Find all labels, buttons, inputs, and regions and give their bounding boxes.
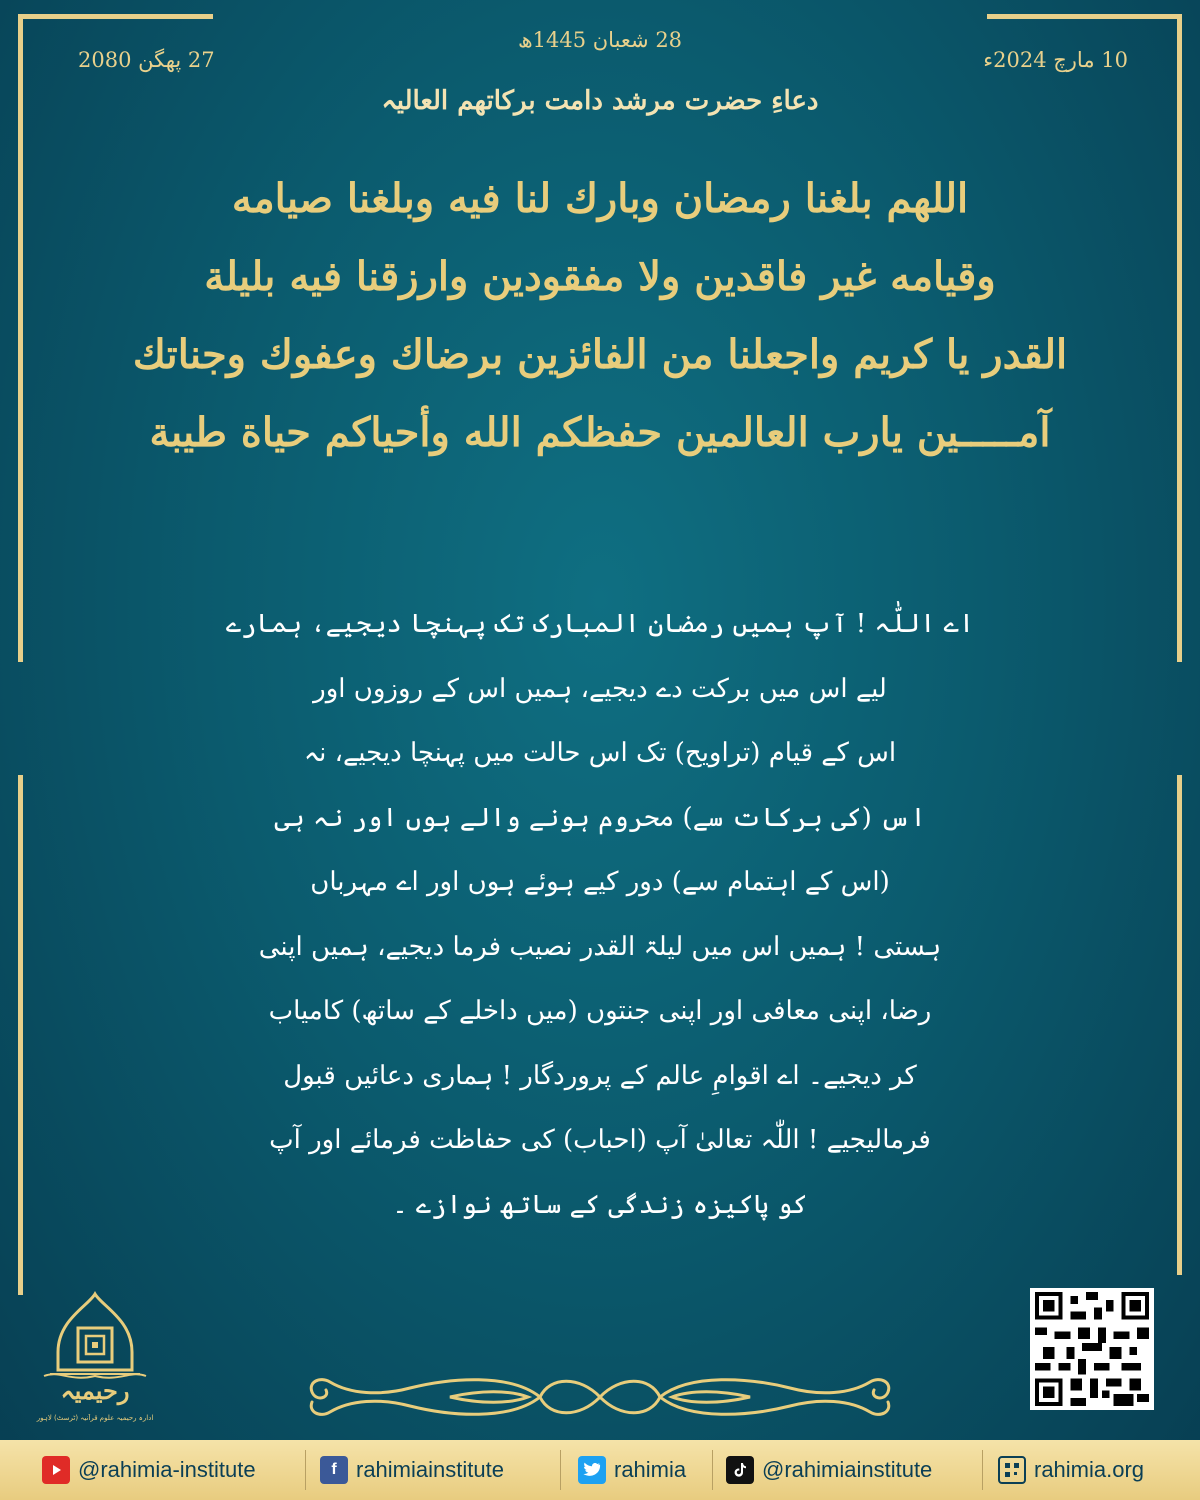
arabic-line: وقیامه غیر فاقدین ولا مفقودین وارزقنا فیه بلیلة — [204, 253, 996, 300]
arabic-line: اللھم بلغنا رمضان وبارك لنا فیه وبلغنا صیامه — [231, 175, 969, 222]
logo-subtitle: ادارہ رحیمیہ علومِ قرآنیہ (ٹرسٹ) لاہور — [36, 1414, 154, 1422]
tiktok-link[interactable] — [726, 1454, 932, 1486]
footer-separator — [982, 1450, 983, 1490]
hijri-date: 28 شعبان 1445ھ — [517, 28, 683, 52]
social-footer — [0, 1440, 1200, 1500]
footer-separator — [712, 1450, 713, 1490]
frame-top-left — [18, 14, 213, 19]
rahimia-logo — [36, 1290, 154, 1438]
gold-ornament-divider — [300, 1368, 900, 1426]
urdu-line: رضا، اپنی معافی اور اپنی جنتوں (میں داخلے کے ساتھ) کامیاب — [268, 996, 932, 1026]
logo-name: رحیمیہ — [60, 1376, 130, 1405]
urdu-line: (اس کے اہتمام سے) دور کیے ہوئے ہوں اور اے مہرباں — [310, 867, 890, 897]
tiktok-handle: @rahimiainstitute — [762, 1457, 933, 1482]
urdu-line: لیے اس میں برکت دے دیجیے، ہمیں اس کے روزوں اور — [313, 673, 887, 704]
youtube-icon — [42, 1456, 70, 1484]
urdu-line: کو پاکیزہ زندگی کے ساتھ نوازے ۔ — [392, 1189, 808, 1220]
urdu-line: اس (کی برکات سے) محروم ہونے والے ہوں اور نہ ہی — [274, 802, 926, 833]
urdu-translation — [200, 592, 1000, 1237]
footer-separator — [305, 1450, 306, 1490]
qr-code[interactable] — [1030, 1288, 1154, 1410]
website-link[interactable] — [998, 1454, 1144, 1486]
arabic-line: القدر یا کریم واجعلنا من الفائزین برضاك وعفوك وجناتك — [132, 331, 1068, 378]
gregorian-date: 10 مارچ 2024ء — [983, 48, 1128, 72]
urdu-line: کر دیجیے۔ اے اقوامِ عالم کے پروردگار ! ہماری دعائیں قبول — [283, 1060, 917, 1091]
frame-right-lower — [1177, 775, 1182, 1275]
dua-heading: دعاءِ حضرت مرشد دامت برکاتھم العالیہ — [381, 86, 819, 116]
facebook-handle: rahimiainstitute — [356, 1457, 504, 1482]
bikrami-date: 27 پھگن 2080 — [78, 48, 215, 72]
twitter-link[interactable] — [578, 1454, 686, 1486]
arabic-dua — [80, 160, 1120, 472]
youtube-handle: @rahimia-institute — [78, 1457, 256, 1482]
youtube-link[interactable] — [42, 1454, 256, 1486]
qr-globe-icon — [998, 1456, 1026, 1484]
twitter-icon — [578, 1456, 606, 1484]
facebook-link[interactable] — [320, 1454, 504, 1486]
urdu-line: اے اللّٰہ ! آپ ہمیں رمضان المبارک تک پہنچا دیجیے، ہمارے — [225, 609, 975, 639]
urdu-line: فرمالیجیے ! اللّٰہ تعالیٰ آپ (احباب) کی حفاظت فرمائے اور آپ — [269, 1125, 931, 1155]
website-url: rahimia.org — [1034, 1457, 1145, 1482]
facebook-icon: f — [320, 1456, 348, 1484]
urdu-line: ہستی ! ہمیں اس میں لیلۃ القدر نصیب فرما دیجیے، ہمیں اپنی — [258, 931, 942, 962]
arabic-line: آمـــــین یارب العالمین حفظكم الله وأحیاكم حیاة طیبة — [149, 409, 1051, 456]
footer-separator — [560, 1450, 561, 1490]
urdu-line: اس کے قیام (تراویح) تک اس حالت میں پہنچا دیجیے، نہ — [303, 738, 897, 768]
frame-left-lower — [18, 775, 23, 1295]
frame-top-right — [987, 14, 1182, 19]
qr-code-icon — [1034, 1292, 1150, 1406]
twitter-handle: rahimia — [614, 1457, 687, 1482]
tiktok-icon — [726, 1456, 754, 1484]
